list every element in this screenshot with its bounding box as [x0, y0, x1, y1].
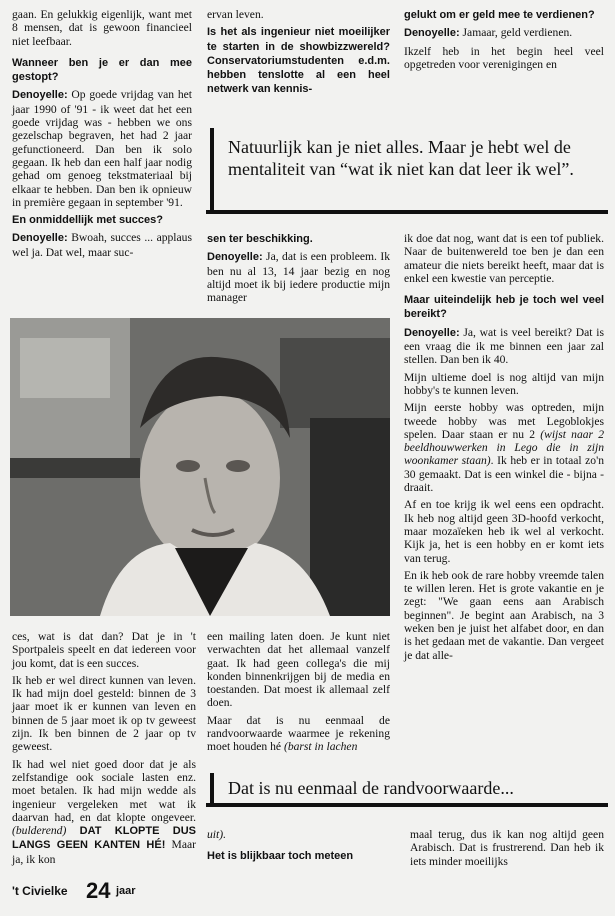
magazine-name: 't Civielke	[12, 884, 68, 898]
column-1-top	[12, 8, 192, 263]
paragraph: Ikzelf heb in het begin heel veel opgetreden voor verenigingen en	[404, 44, 604, 71]
paragraph: Af en toe krijg ik wel eens een opdracht. Ik heb nog altijd geen 3D-hoofd verkocht, maar mozaïeken heb ik wel al verkocht. Kijk ja, het is een hobby en er komt iets van terug.	[404, 498, 604, 565]
answer: Jamaar, geld verdienen.	[459, 26, 573, 40]
shout-text: DAT KLOPTE DUS LANGS GEEN KANTEN HÉ!	[12, 825, 196, 852]
answer: Bwoah, succes ... applaus wel ja. Dat wel, maar suc-	[12, 231, 192, 259]
stage-direction: (bulderend)	[12, 824, 67, 838]
paragraph: En ik heb ook de rare hobby vreemde talen te willen leren. Het is grote vakantie en je zegt: "We gaan eens aan Arabisch beginnen". Je begint aan Arabisch, na 3 weken ben je juist het alfabet door, en dan is het gedaan met de vakantie. Dan vergeet je dat alle-	[404, 568, 604, 662]
question: En onmiddellijk met succes?	[12, 214, 163, 227]
answer: Ja, dat is een probleem. Ik ben nu al 13, 14 jaar bezig en nog altijd moet ik bij iedere productie mijn manager	[207, 250, 390, 305]
column-3-end	[410, 828, 604, 872]
speaker: Denoyelle:	[404, 27, 460, 40]
column-2-top	[207, 8, 390, 101]
question: gelukt om er geld mee te verdienen?	[404, 9, 595, 21]
question: sen ter beschikking.	[207, 233, 313, 245]
speaker: Denoyelle:	[12, 232, 68, 245]
pullquote-bar-vertical	[210, 128, 214, 212]
paragraph-text: Maar ja, ik kon	[12, 838, 196, 866]
speaker: Denoyelle:	[12, 89, 68, 102]
pullquote2-bar-vertical	[210, 773, 214, 807]
pullquote2-bar-horizontal	[206, 803, 608, 807]
column-1-bottom	[12, 630, 196, 870]
speaker: Denoyelle:	[207, 251, 263, 264]
paragraph: maal terug, dus ik kan nog altijd geen Arabisch. Dat is frustrerend. Dan heb ik iets minder moeilijks	[410, 828, 604, 868]
column-3-middle	[404, 232, 604, 666]
column-3-top	[404, 8, 604, 75]
paragraph: Ik heb er wel direct kunnen van leven. Ik had mijn doel gesteld: binnen de 3 jaar moet ik er kunnen van leven en binnen de 5 jaar moet ik op tv geweest zijn. Ik ben binnen de 2 jaar op tv geweest.	[12, 673, 196, 754]
question: Wanneer ben je er dan mee gestopt?	[12, 56, 192, 84]
paragraph-text: . Ik heb er in totaal zo'n 30 gemaakt. Dat is een winkel die - bijna - draait.	[404, 454, 604, 495]
paragraph-text: Mijn eerste hobby was optreden, mijn tweede hobby was met Legoblokjes spelen. Daar staan er nu 2	[404, 401, 604, 441]
paragraph-text: Maar dat is nu eenmaal de randvoorwaarde waarmee je rekening moet houden hé	[207, 713, 390, 754]
interview-photo	[10, 318, 390, 616]
paragraph: ik doe dat nog, want dat is een tof publiek. Naar de buitenwereld toe ben je dan een amateur die niets bereikt heeft, maar dat is enkel een kwestie van perceptie.	[404, 232, 604, 285]
paragraph: een mailing laten doen. Je kunt niet verwachten dat het allemaal vanzelf gaat. Ik had geen collega's die mij konden binnenkrijgen bij de media en toestanden. Dat moest ik allemaal zelf doen.	[207, 630, 390, 710]
question: Is het als ingenieur niet moeilijker te starten in de showbizzwereld? Conservatoriumstudenten e.d.m. hebben tenslotte al een heel netwerk van kennis-	[207, 26, 390, 96]
pullquote	[228, 136, 604, 180]
answer: Op goede vrijdag van het jaar 1990 of '91 - ik weet dat het een goede vrijdag was - hebben we ons gezelschap begraven, het had 2 jaar gefunctioneerd. Dan ben ik solo gegaan. Ik heb dan een half jaar nodig gehad om genoeg tekstmateriaal bij elkaar te hebben. Dan ben ik opnieuw in première gegaan in september '91.	[12, 88, 192, 209]
page-number: 24	[86, 878, 111, 903]
paragraph: gaan. En gelukkig eigenlijk, want met 8 mensen, dat is gewoon financieel niet leefbaar.	[12, 8, 192, 48]
pullquote-2	[228, 777, 604, 799]
stage-direction: (wijst naar 2 beeldhouwwerken in Lego die in zijn woonkamer staan)	[404, 427, 605, 468]
paragraph: ervan leven.	[207, 8, 264, 21]
pullquote-bar-horizontal	[206, 210, 608, 214]
column-2-bottom	[207, 630, 390, 758]
question: Het is blijkbaar toch meteen	[207, 850, 354, 863]
paragraph-text: Ik had wel niet goed door dat je als zelfstandige ook sociale lasten enz. moet betalen. Ik had mijn wedde als ingenieur vergeleken met wat ik daarvan had, en dat klopte ongeveer.	[12, 757, 196, 824]
stage-direction: (barst in lachen	[283, 740, 358, 754]
stage-direction: uit).	[207, 828, 226, 841]
column-2-middle	[207, 232, 390, 308]
paragraph: ces, wat is dat dan? Dat je in 't Sportpaleis speelt en dat iedereen voor jou komt, dat is een succes.	[12, 630, 196, 670]
pullquote-2-text: Dat is nu eenmaal de randvoorwaarde...	[228, 778, 514, 798]
answer: Ja, wat is veel bereikt? Dat is een vraag die ik me binnen een jaar zal stellen. Dan ben ik 40.	[404, 325, 604, 367]
magazine-year-label: jaar	[116, 885, 136, 897]
question: Maar uiteindelijk heb je toch wel veel bereikt?	[404, 294, 604, 321]
speaker: Denoyelle:	[404, 326, 460, 339]
pullquote-text: Natuurlijk kan je niet alles. Maar je hebt wel de mentaliteit van “wat ik niet kan dat leer ik wel”.	[228, 137, 574, 179]
paragraph: Mijn ultieme doel is nog altijd van mijn hobby's te kunnen leven.	[404, 370, 604, 397]
column-2-end	[207, 828, 390, 868]
portrait-illustration	[10, 318, 390, 616]
